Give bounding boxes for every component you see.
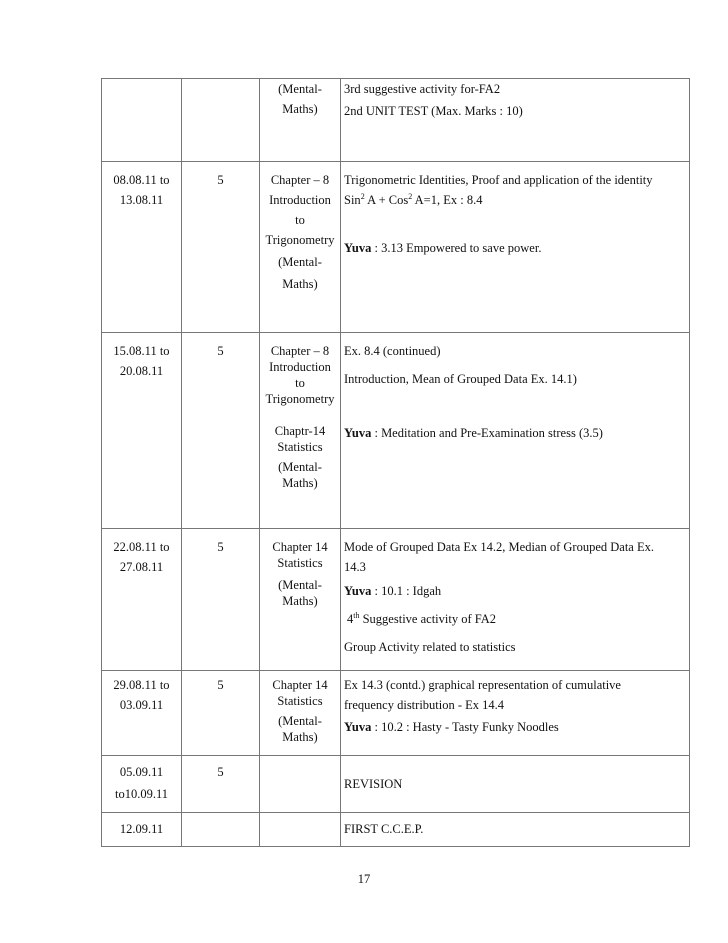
chapter-line: (Mental- [278,578,322,592]
date-start: 08.08.11 to [113,173,170,187]
chapter-line: Statistics [277,694,323,708]
chapter-line: Statistics [277,440,323,454]
description-line: Mode of Grouped Data Ex 14.2, Median of Grouped Data Ex. [344,540,654,554]
chapter-line: Maths) [282,476,318,490]
chapter-line: Chapter 14 [272,678,328,692]
identity-line: Sin$^2$ A + Cos$^2$ A=1, Ex : 8.4 [344,191,483,207]
chapter-line: Statistics [277,556,323,570]
description-line: 3rd suggestive activity for-FA2 [344,82,501,96]
description-line: Ex. 8.4 (continued) [344,344,441,358]
chapter-line: Trigonometry [265,392,335,406]
chapter-line: Introduction [269,193,331,207]
description-cell [341,756,690,813]
date-cell [102,79,182,162]
chapter-line: Introduction [269,360,331,374]
description-line: Ex 14.3 (contd.) graphical representation of cumulative [344,678,621,692]
date-end: 03.09.11 [119,698,164,712]
description-line: Introduction, Mean of Grouped Data Ex. 14.1) [344,372,577,386]
periods-cell: 5 [182,162,260,333]
chapter-line: Chaptr-14 [274,424,326,438]
chapter-cell [260,333,341,529]
date-start: 15.08.11 to [113,344,170,358]
chapter-cell [260,162,341,333]
yuva-line: Yuva : Meditation and Pre-Examination stress (3.5) [344,426,603,440]
description-line: FIRST C.C.E.P. [344,822,424,836]
description-line: frequency distribution - Ex 14.4 [344,698,505,712]
periods-cell: 5 [182,529,260,671]
table-row [102,671,690,756]
activity-line: 4th Suggestive activity of FA2 [347,610,497,626]
date-end: 20.08.11 [119,364,164,378]
periods-cell: 5 [182,671,260,756]
date-end: to10.09.11 [114,787,168,801]
description-line: Group Activity related to statistics [344,640,516,654]
chapter-cell [260,529,341,671]
date-cell [102,162,182,333]
chapter-cell [260,79,341,162]
description-cell [341,162,690,333]
chapter-cell [260,671,341,756]
chapter-line: (Mental- [278,82,322,96]
table-row [102,756,690,813]
description-cell [341,333,690,529]
description-line: Trigonometric Identities, Proof and application of the identity [344,173,653,187]
description-line: 14.3 [344,560,366,574]
chapter-line: Maths) [282,102,318,116]
chapter-line: to [295,376,305,390]
chapter-cell [260,813,341,847]
chapter-line: Maths) [282,730,318,744]
chapter-line: to [295,213,305,227]
chapter-line: Trigonometry [265,233,335,247]
date-start: 05.09.11 [119,765,164,779]
description-line: 2nd UNIT TEST (Max. Marks : 10) [344,104,523,118]
date-cell [102,529,182,671]
date-end: 13.08.11 [119,193,164,207]
date-start: 22.08.11 to [113,540,170,554]
yuva-line: Yuva : 3.13 Empowered to save power. [344,241,542,255]
periods-cell [182,813,260,847]
description-cell [341,79,690,162]
date-end: 27.08.11 [119,560,164,574]
yuva-line: Yuva : 10.2 : Hasty - Tasty Funky Noodles [344,720,559,734]
periods-cell: 5 [182,756,260,813]
date-start: 12.09.11 [119,822,164,836]
periods-cell [182,79,260,162]
description-line: REVISION [344,777,403,791]
description-cell [341,671,690,756]
table-row [102,333,690,529]
chapter-line: Chapter – 8 [270,344,330,358]
date-cell [102,671,182,756]
table-row [102,813,690,847]
chapter-line: Maths) [282,594,318,608]
chapter-line: Maths) [282,277,318,291]
yuva-line: Yuva : 10.1 : Idgah [344,584,442,598]
periods-cell: 5 [182,333,260,529]
date-start: 29.08.11 to [113,678,170,692]
chapter-line: (Mental- [278,460,322,474]
schedule-table [101,78,690,847]
page-number: 17 [357,872,371,886]
chapter-line: Chapter 14 [272,540,328,554]
table-row [102,162,690,333]
date-cell [102,333,182,529]
date-cell [102,756,182,813]
date-cell [102,813,182,847]
chapter-cell [260,756,341,813]
chapter-line: (Mental- [278,255,322,269]
chapter-line: Chapter – 8 [270,173,330,187]
chapter-line: (Mental- [278,714,322,728]
description-cell [341,529,690,671]
table-row [102,79,690,162]
description-cell [341,813,690,847]
table-row [102,529,690,671]
